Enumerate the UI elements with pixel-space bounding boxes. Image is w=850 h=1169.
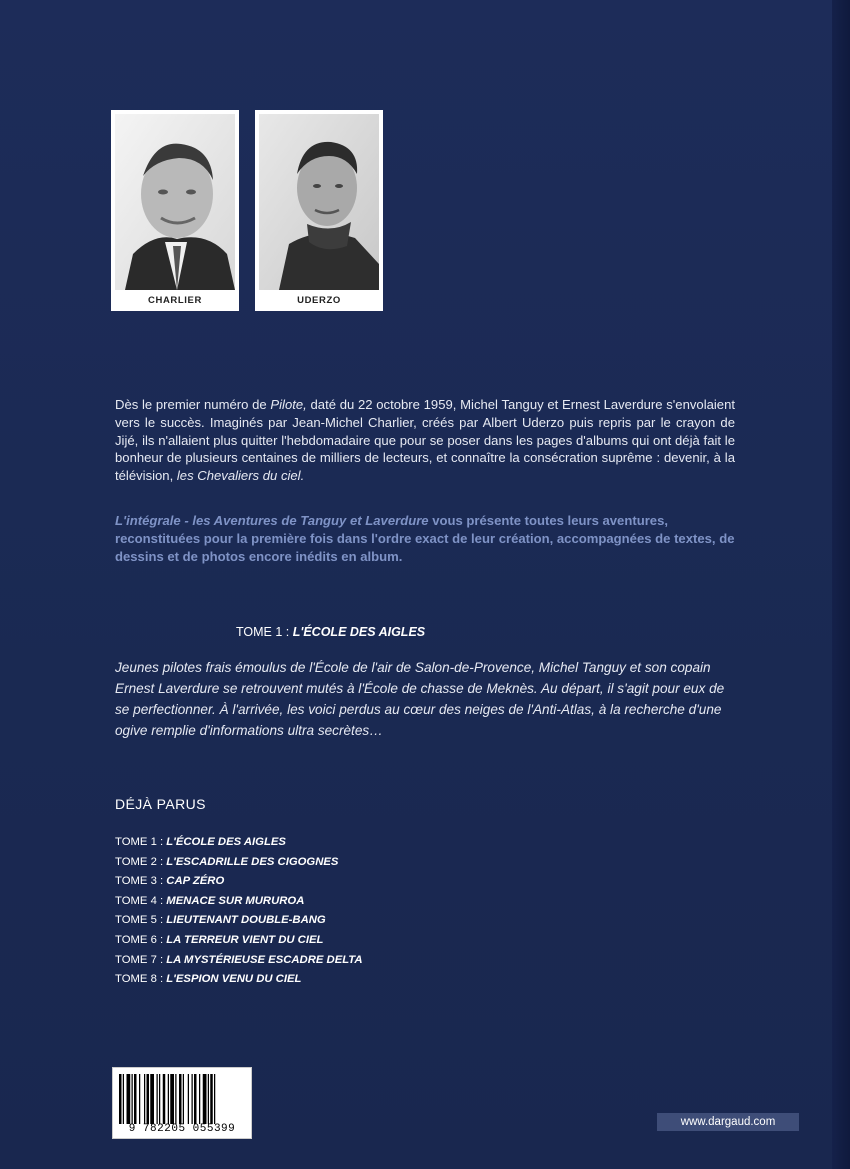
- tome-label: TOME 8 :: [115, 973, 167, 986]
- barcode-bar: [139, 1074, 140, 1124]
- current-tome-title: L'ÉCOLE DES AIGLES: [292, 625, 426, 639]
- barcode-bar: [123, 1074, 124, 1124]
- barcode-bar: [183, 1074, 184, 1124]
- integrale-text: vous présente toutes leurs aventures, reconstituées pour la première fois dans l'ordre exact de leur création, accompagnées de textes, de dessins et de photos encore inédits en album.: [115, 513, 735, 564]
- tome-title: L'ESCADRILLE DES CIGOGNES: [166, 855, 339, 868]
- pilote-magazine-title: Pilote,: [270, 397, 307, 412]
- tome-label: TOME 4 :: [115, 894, 167, 907]
- barcode-bar: [192, 1074, 193, 1124]
- barcode-bar: [175, 1074, 176, 1124]
- author-photo-uderzo: [255, 110, 383, 311]
- list-item: [115, 875, 363, 895]
- intro-text-middle: daté du 22 octobre 1959, Michel Tanguy et Ernest Laverdure s'envolaient vers le succès. Imaginés par Jean-Michel Charlier, créés par Albert Uderzo puis repris par le crayon de Jijé, ils n'allaient plus quitter l'hebdomadaire que pour se poser dans les pages d'albums qui ont déjà fait le bonheur de plusieurs centaines de milliers de lecteurs, et connaître la consécration suprême : devenir, à la télévision,: [115, 397, 735, 484]
- synopsis-paragraph: Jeunes pilotes frais émoulus de l'École de l'air de Salon-de-Provence, Michel Tanguy et son copain Ernest Laverdure se retrouvent mutés à l'École de chasse de Meknès. Au départ, il s'agit pour eux de se perfectionner. À l'arrivée, les voici perdus au cœur des neiges de l'Anti-Atlas, à la recherche d'une ogive remplie d'informations ultra secrètes…: [115, 660, 725, 738]
- barcode-bar: [144, 1074, 145, 1124]
- integrale-series-title: L'intégrale - les Aventures de Tanguy et Laverdure: [115, 513, 429, 528]
- list-item: [115, 973, 363, 993]
- deja-parus-heading: DÉJÀ PARUS: [115, 796, 206, 812]
- barcode-bar: [150, 1074, 154, 1124]
- barcode-bar: [157, 1074, 158, 1124]
- tome-title: LA TERREUR VIENT DU CIEL: [166, 933, 324, 946]
- barcode-bar: [147, 1074, 150, 1124]
- barcode-bar: [134, 1074, 137, 1124]
- barcode-bar: [199, 1074, 200, 1124]
- tome-title: L'ESPION VENU DU CIEL: [166, 973, 302, 986]
- list-item: [115, 914, 363, 934]
- portrait-charlier-image: [115, 114, 235, 290]
- barcode-bar: [119, 1074, 122, 1124]
- barcode-bar: [163, 1074, 166, 1124]
- website-link[interactable]: www.dargaud.com: [657, 1113, 799, 1131]
- chevaliers-title: les Chevaliers du ciel.: [176, 468, 305, 484]
- integrale-paragraph: [115, 512, 735, 565]
- intro-paragraph: [115, 396, 735, 485]
- tome-label: TOME 5 :: [115, 914, 167, 927]
- barcode-bar: [170, 1074, 174, 1124]
- current-tome-label: TOME 1 :: [236, 625, 293, 639]
- intro-text-start: Dès le premier numéro de: [115, 397, 271, 412]
- tome-label: TOME 1 :: [115, 836, 167, 848]
- barcode-bar: [208, 1074, 209, 1124]
- spine-edge: [832, 0, 850, 1169]
- tome-label: TOME 3 :: [115, 875, 167, 888]
- portrait-uderzo-image: [259, 114, 379, 290]
- list-item: [115, 836, 363, 856]
- author-photo-charlier: [111, 110, 239, 311]
- tome-title: LA MYSTÉRIEUSE ESCADRE DELTA: [166, 953, 363, 966]
- barcode-bar: [188, 1074, 189, 1124]
- list-item: [115, 954, 363, 974]
- barcode-bar: [210, 1074, 213, 1124]
- barcode-bar: [168, 1074, 169, 1124]
- barcode-bar: [203, 1074, 207, 1124]
- barcode-bar: [214, 1074, 215, 1124]
- list-item: [115, 934, 363, 954]
- photo-caption: UDERZO: [297, 295, 341, 306]
- list-item: [115, 856, 363, 876]
- tome-label: TOME 2 :: [115, 855, 167, 868]
- isbn-barcode: [112, 1067, 252, 1139]
- tome-title: MENACE SUR MURUROA: [166, 894, 305, 907]
- tome-title: L'ÉCOLE DES AIGLES: [166, 836, 286, 848]
- barcode-bar: [194, 1074, 197, 1124]
- list-item: [115, 895, 363, 915]
- current-tome-heading: [236, 625, 425, 639]
- photo-caption: CHARLIER: [148, 295, 202, 306]
- barcode-number: 9 782205 055399: [128, 1123, 236, 1135]
- tome-title: LIEUTENANT DOUBLE-BANG: [166, 914, 326, 927]
- barcode-bar: [179, 1074, 182, 1124]
- published-volumes-list: [115, 836, 363, 993]
- barcode-bar: [159, 1074, 160, 1124]
- tome-label: TOME 7 :: [115, 953, 167, 966]
- tome-label: TOME 6 :: [115, 933, 167, 946]
- tome-title: CAP ZÉRO: [166, 875, 225, 888]
- barcode-bar: [132, 1074, 133, 1124]
- barcode-bars: [119, 1074, 247, 1124]
- barcode-bar: [127, 1074, 131, 1124]
